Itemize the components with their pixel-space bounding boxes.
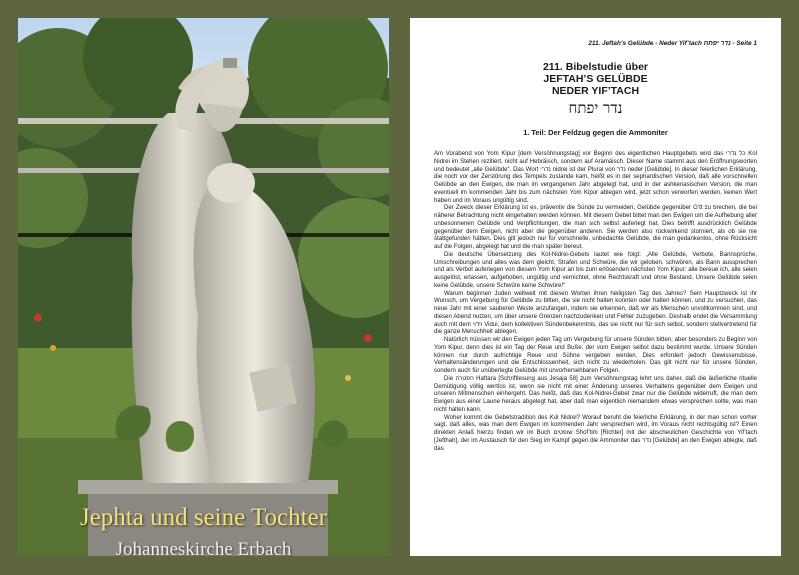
- cover-subtitle: Johanneskirche Erbach: [115, 539, 292, 556]
- cover-photo: [18, 18, 389, 556]
- section-heading: 1. Teil: Der Feldzug gegen die Ammoniter: [523, 128, 668, 137]
- document-title-line2: JEFTAH’S GELÜBDE: [543, 73, 648, 85]
- statue-photo-illustration: [18, 18, 389, 556]
- paragraph-quote: Die deutsche Übersetzung des Kol-Nidrei-Gebets lautet wie folgt: „Alle Gelübde, Verbote, Bannsprüche, Umschreibungen und alles was dem gleicht, Strafen und Schwüre, die wir geloben, schwören, als Bann aussprechen und als Verbot auferlegen von diesem Yom Kipur an bis zum erlösenden nächsten Yom Kipur: alle bereue ich, alle seien ausgelöst, erlassen, aufgehoben, ungültig und vernichtet, ohne Rechtskraft und ohne Bestand. Unsere Gelübde seien keine Gelübde, unsere Schwüre keine Schwüre!“: [434, 251, 757, 289]
- document-title-line3: NEDER YIF’TACH: [551, 85, 640, 97]
- paragraph: Der Zweck dieser Erklärung ist es, präventiv die Sünde zu vermeiden, Gelübde gegenüber G’tt zu brechen, die bei näherer Betrachtung nicht eingehalten werden können. Mit diesem Gebet bittet man den Ewigen um die Aufhebung aller unbesonnenen Gelübde und Verpflichtungen, die man sich selbst auferlegt hat. Dies betrifft ausdrücklich Gelübde gegenüber dem Ewigen, nicht aber die gegenüber anderen. Sie werden also rückwirkend storniert, als ob sie nie stattgefunden hätten. Dies gilt jedoch nur für vorschnelle, unbedachte Gelübde, die man gedankenlos, ohne Rücksicht auf die Folgen, abgelegt hat und die man später bereut.: [434, 205, 757, 250]
- document-title-hebrew: נדר יפתח: [568, 99, 623, 117]
- running-head: 211. Jeftah’s Gelübde - Neder Yif’tach נדר יפתח - Seite 1: [588, 40, 757, 47]
- paragraph: Natürlich müssen wir den Ewigen jeden Tag um Vergebung für unsere Sünden bitten, aber besonders zu Beginn von Yom Kipur, denn dies ist ein Tag der Reue und Buße, der vom Ewigen selbst dazu bestimmt wurde. Unsere Sünden können nur durch aufrichtige Reue und Sühne vergeben werden. Dies erfordert jedoch Gewissensbisse, Verhaltensänderungen und die Entschlossenheit, sich nicht zu wiederholen. Das gilt nicht nur für unsere Sünden, sondern auch für unüberlegte Gelübde mit unvorhersehbaren Folgen.: [434, 337, 757, 374]
- paragraph: Die הפטרה Haftara [Schriftlesung aus Jesaja 58] zum Versöhnungstag lehrt uns daher, daß die äußerliche rituelle Demütigung völlig wertlos ist, wenn sie nicht mit einer Änderung unseres Verhaltens gegenüber dem Ewigen und unseren Mitmenschen einhergeht. Das heißt, daß das Kol-Nidrei-Gebet zwar nur die Gelübde widerruft, die man dem Ewigen aus einer Laune heraus abgelegt hat, aber daß man eigentlich niemandem etwas versprechen sollte, was man nicht halten kann.: [434, 375, 757, 413]
- document-body: [434, 151, 757, 453]
- paragraph: Warum beginnen Juden weltweit mit diesen Worten ihren heiligsten Tag des Jahres? Sein Hauptzweck ist ihr Wunsch, um Vergebung für Gelübde zu bitten, die sie nicht halten konnten oder halten können, und zu versuchen, das neue Jahr mit einer sauberen Weste anzufangen, indem sie erkennen, daß wir als Menschen unvollkommen sind, und diesen Abend nutzen, um über unsere Grenzen nachzudenken und Fehler zuzugeben. Deshalb endet die Versammlung auch mit dem וידוי Vidui, dem kollektiven Sündenbekenntnis, das sie nicht nur für sich selbst, sondern stellvertretend für die ganze Menschheit ablegen.: [434, 290, 757, 336]
- document-title-line1: 211. Bibelstudie über: [542, 61, 649, 73]
- document-page: [410, 18, 781, 556]
- paragraph: Am Vorabend von Yom Kipur [dem Versöhnungstag] vor Beginn des eigentlichen Hauptgebets wird das כל נדרי Kol Nidrei im Stehen rezitiert, nicht auf Hebräisch, sondern auf Aramäisch. Dieser Name stammt aus den Eröffnungsworten und bedeutet „alle Gelübde“. Das Wort נדרי nidrei ist der Plural von נדר neder [Gelübde]. In dieser feierlichen Erklärung, die noch vor der Zerstörung des Tempels zustande kam, heißt es in der sephardischen Version, daß alle vorschnellen Gelübde an den Ewigen, die man im vergangenen Jahr abgelegt hat, und in der ashkenasischen Version, die man eventuell im kommenden Jahr bis zum nächsten Yom Kipur ablegen wird, jetzt schon verworfen werden, keinen Wert haben und im Voraus ungültig sind.: [434, 151, 758, 204]
- paragraph: Woher kommt die Gebetstradition des Kol Nidrei? Worauf beruht die feierliche Erklärung, in der man schon vorher sagt, daß alles, was man dem Ewigen im kommenden Jahr versprechen wird, im Voraus nicht rechtsgültig ist? Einen direkten Anlaß hierzu finden wir im Buch שופטים Shof’tim [Richter] mit der abscheulichen Geschichte von Yif’tach [Jefthah], der im Austausch für den Sieg im Kampf gegen die Ammoniter das נדר [Gelübde] an den Ewigen ablegte, daß das: [434, 414, 757, 452]
- cover-title: Jephta und seine Tochter: [79, 504, 328, 531]
